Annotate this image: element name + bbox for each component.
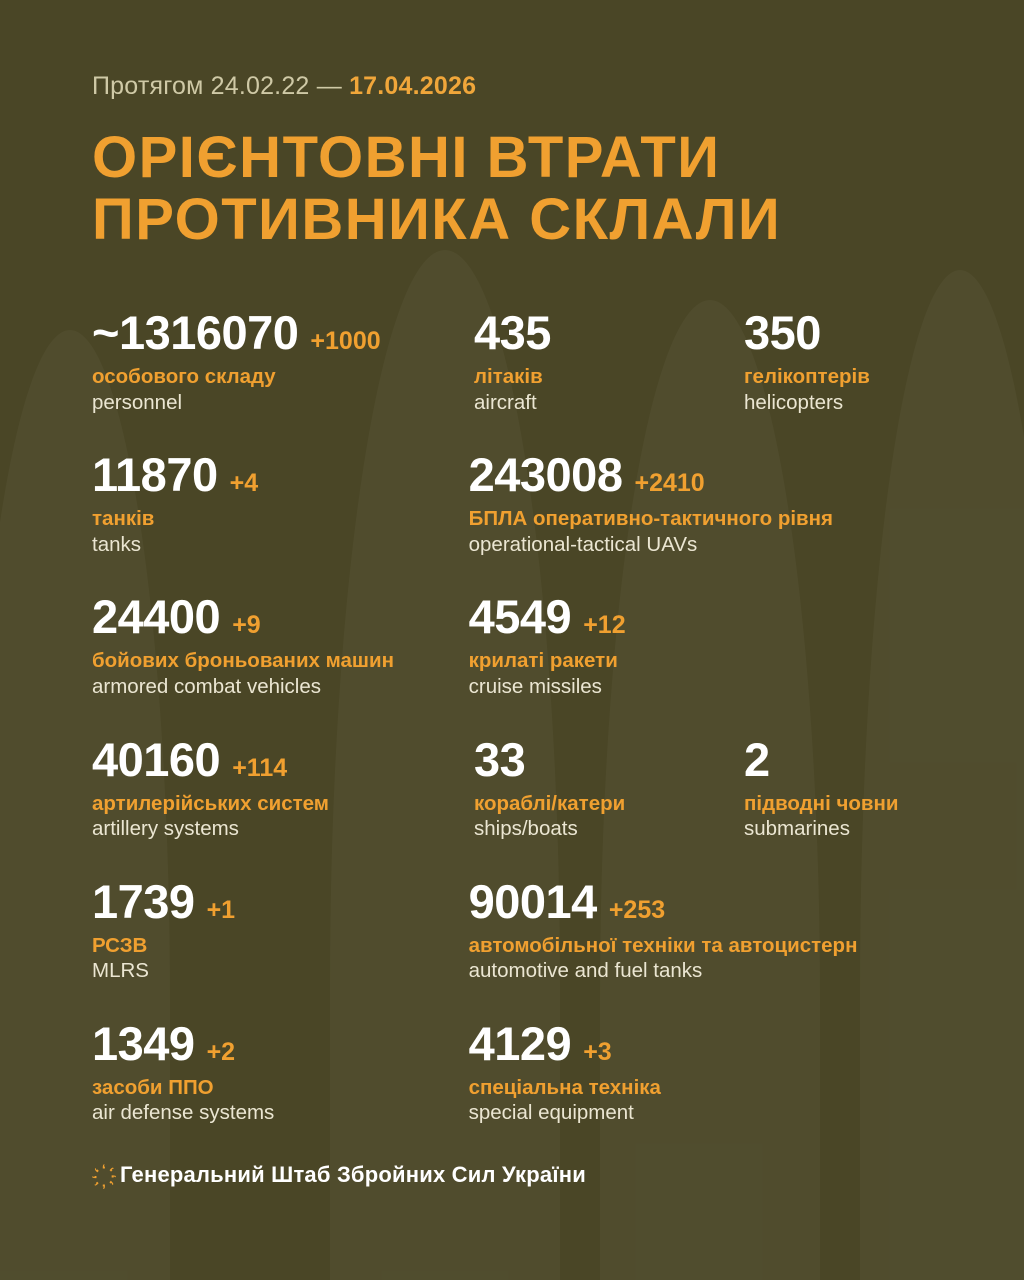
stat-label-en: armored combat vehicles: [92, 674, 322, 698]
stat-label-en: helicopters: [744, 390, 844, 414]
stat-label-ua: БПЛА оперативно-тактичного рівня: [468, 507, 833, 531]
stat-air-defense-systems: [92, 1016, 469, 1126]
page-title-line-1: ОРІЄНТОВНІ ВТРАТИ: [92, 125, 721, 190]
date-range: [92, 0, 932, 101]
stat-value: 435: [474, 306, 551, 360]
stat-delta: +1000: [310, 327, 381, 356]
stat-label-en: operational-tactical UAVs: [468, 532, 698, 556]
stat-label-ua: бойових броньованих машин: [92, 649, 395, 673]
stat-artillery-systems: [92, 732, 474, 842]
stat-delta: +1: [206, 895, 236, 924]
stat-delta: +2410: [634, 469, 705, 498]
stat-delta: +12: [583, 611, 626, 640]
stat-value: 1739: [92, 874, 195, 928]
stat-value: 40160: [92, 732, 221, 786]
page-title: [92, 127, 932, 251]
stat-delta: +2: [206, 1037, 236, 1066]
stat-label-ua: літаків: [474, 365, 543, 389]
losses-row: [92, 732, 932, 842]
stat-submarines: [744, 732, 932, 842]
stat-label-ua: РСЗВ: [92, 933, 148, 957]
stat-value: 4129: [468, 1016, 572, 1070]
stat-label-ua: засоби ППО: [92, 1075, 214, 1099]
losses-grid: [92, 306, 932, 1126]
stat-label-en: air defense systems: [92, 1101, 275, 1125]
stat-label-en: automotive and fuel tanks: [468, 959, 703, 983]
stat-armored-combat-vehicles: [92, 590, 469, 699]
footer-attribution: Генеральний Штаб Збройних Сил України: [120, 1162, 586, 1188]
date-range-prefix: Протягом 24.02.22: [92, 72, 310, 100]
stat-value: 350: [744, 306, 821, 360]
footer: [92, 1162, 932, 1188]
stat-value: 11870: [92, 448, 218, 502]
stat-label-en: MLRS: [92, 959, 149, 983]
stat-label-en: submarines: [744, 817, 850, 841]
losses-row: [92, 306, 932, 415]
stat-delta: +114: [232, 753, 288, 782]
stat-special-equipment: [468, 1016, 932, 1126]
stat-value: 33: [474, 732, 526, 786]
date-range-dash: —: [316, 72, 342, 100]
stat-delta: +253: [608, 895, 666, 924]
losses-row: [92, 1016, 932, 1126]
stat-delta: +9: [232, 611, 261, 640]
stat-value: 2: [744, 732, 770, 786]
stat-value: 4549: [468, 590, 572, 644]
stat-value: 243008: [468, 448, 623, 502]
stat-label-en: special equipment: [468, 1101, 634, 1125]
losses-row: [92, 448, 932, 557]
losses-row: [92, 874, 932, 984]
losses-row: [92, 590, 932, 699]
stat-label-en: aircraft: [474, 390, 537, 414]
stat-label-ua: підводні човни: [744, 791, 899, 815]
stat-operational-tactical-uavs: [468, 448, 932, 557]
stat-tanks: [92, 448, 469, 557]
stat-label-en: cruise missiles: [468, 674, 602, 698]
stat-label-ua: автомобільної техніки та автоцистерн: [468, 933, 858, 957]
stat-delta: +3: [583, 1037, 612, 1066]
stat-value: 1349: [92, 1016, 195, 1070]
stat-label-ua: танків: [92, 507, 155, 531]
stat-helicopters: [744, 306, 932, 415]
page-title-line-2: ПРОТИВНИКА СКЛАЛИ: [92, 187, 782, 253]
stat-aircraft: [474, 306, 744, 415]
stat-label-ua: гелікоптерів: [744, 365, 870, 389]
stat-label-en: tanks: [92, 532, 141, 556]
stat-personnel: [92, 306, 474, 415]
stat-label-ua: артилерійських систем: [92, 791, 329, 815]
stat-label-ua: спеціальна техніка: [468, 1075, 661, 1099]
stat-label-ua: крилаті ракети: [468, 649, 618, 673]
stat-value: 24400: [92, 590, 221, 644]
stat-automotive-and-fuel-tanks: [468, 874, 932, 984]
stat-value: 90014: [468, 874, 597, 928]
stat-value: ~1316070: [92, 306, 299, 360]
stat-label-en: artillery systems: [92, 817, 239, 841]
stat-delta: +4: [229, 469, 259, 498]
stat-label-ua: кораблі/катери: [474, 791, 626, 815]
stat-label-ua: особового складу: [92, 365, 276, 389]
stat-mlrs: [92, 874, 469, 984]
stat-cruise-missiles: [468, 590, 932, 699]
stat-label-en: ships/boats: [474, 817, 578, 841]
stat-ships-boats: [474, 732, 744, 842]
stat-label-en: personnel: [92, 390, 183, 414]
date-range-end: 17.04.2026: [349, 72, 477, 100]
